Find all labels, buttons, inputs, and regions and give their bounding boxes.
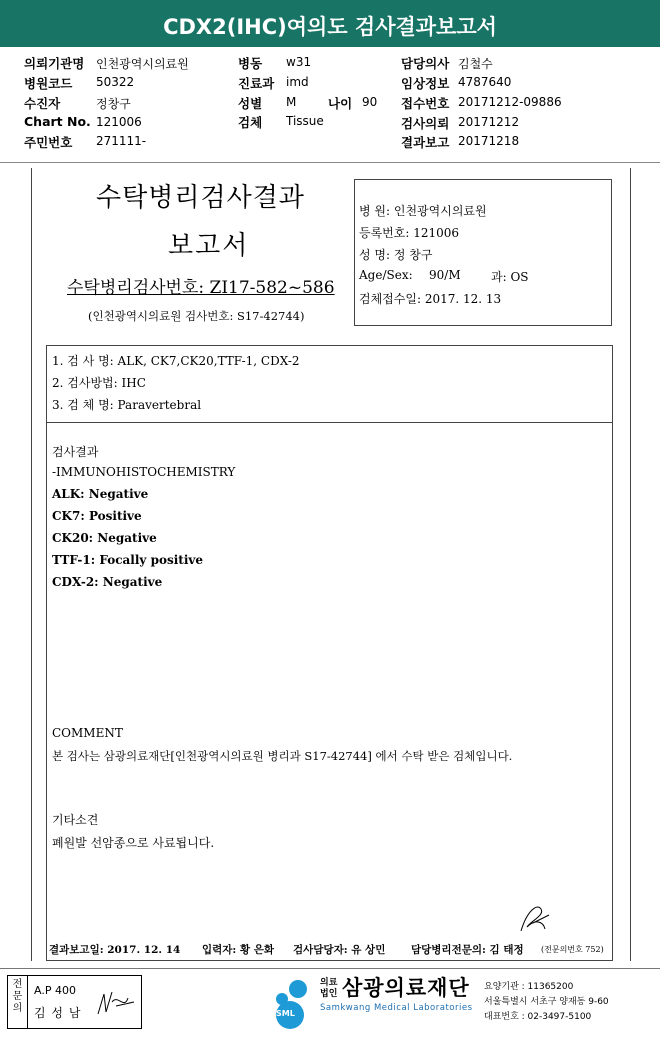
result-ck7: CK7: Positive xyxy=(52,509,142,523)
footer-entered-by: 입력자: 황 은화 xyxy=(202,944,275,956)
label-ward: 병동 xyxy=(238,56,263,71)
org-name-english: Samkwang Medical Laboratories xyxy=(320,1003,473,1013)
value-clinical-info: 4787640 xyxy=(458,75,512,89)
value-patient: 정창구 xyxy=(96,97,131,111)
label-age: 나이 xyxy=(328,96,353,111)
page-border-right xyxy=(630,168,631,961)
scanned-report xyxy=(0,163,660,963)
specialist-signature xyxy=(94,984,136,1022)
label-chart-no: Chart No. xyxy=(24,114,91,129)
footer-pathologist: 담당병리전문의: 김 태정 xyxy=(411,944,524,956)
comment-header: COMMENT xyxy=(52,726,123,740)
value-age: 90 xyxy=(362,95,378,109)
value-attending-doctor: 김철수 xyxy=(458,57,493,71)
header-info xyxy=(0,47,660,163)
value-request-date: 20171212 xyxy=(458,115,520,129)
care-institution-no: 요양기관 : 11365200 xyxy=(484,982,574,992)
value-department: imd xyxy=(286,75,309,89)
footer xyxy=(0,968,660,1040)
sml-logo-icon xyxy=(268,977,318,1029)
result-cdx2: CDX-2: Negative xyxy=(52,575,163,589)
label-patient: 수진자 xyxy=(24,96,61,111)
patient-box-age-sex-label: Age/Sex: xyxy=(359,268,413,282)
patient-box-dept: 과: OS xyxy=(491,270,529,284)
other-findings-text: 폐원발 선암종으로 사료됩니다. xyxy=(52,836,215,850)
report-heading-line2: 보고서 xyxy=(168,231,250,261)
org-name: 삼광의료재단 xyxy=(342,976,470,1000)
label-sex: 성별 xyxy=(238,96,263,111)
footer-tester: 검사담당자: 유 상민 xyxy=(293,944,386,956)
section-divider xyxy=(47,422,612,423)
value-report-date: 20171218 xyxy=(458,134,520,148)
label-clinical-info: 임상정보 xyxy=(401,76,450,91)
report-frame xyxy=(46,345,613,961)
consign-number: 수탁병리검사번호: ZI17-582~586 xyxy=(67,278,335,298)
pathologist-signature xyxy=(513,901,553,937)
label-department: 진료과 xyxy=(238,76,275,91)
page-border-left xyxy=(31,168,32,961)
results-header: 검사결과 xyxy=(52,445,99,459)
specialist-approval-box xyxy=(7,975,142,1029)
label-request-date: 검사의뢰 xyxy=(401,116,450,131)
patient-box-hospital: 병 원: 인천광역시의료원 xyxy=(359,204,487,218)
patient-info-box xyxy=(354,179,612,326)
value-specimen: Tissue xyxy=(286,114,324,128)
footer-report-date: 결과보고일: 2017. 12. 14 xyxy=(49,944,181,956)
specimen-name: 3. 검 체 명: Paravertebral xyxy=(52,398,202,412)
value-requesting-institution: 인천광역시의료원 xyxy=(96,57,189,71)
value-hospital-code: 50322 xyxy=(96,75,135,89)
report-heading-line1: 수탁병리검사결과 xyxy=(96,183,305,213)
patient-box-reg-no: 등록번호: 121006 xyxy=(359,226,460,240)
org-prefix-1: 의료 xyxy=(320,978,338,988)
label-report-date: 결과보고 xyxy=(401,135,450,150)
patient-box-age-sex-value: 90/M xyxy=(429,268,461,282)
value-ward: w31 xyxy=(286,55,312,69)
sml-logo-text: SML xyxy=(276,1009,295,1018)
ap-number: A.P 400 xyxy=(34,984,76,997)
label-hospital-code: 병원코드 xyxy=(24,76,73,91)
footer-license: (전문의번호 752) xyxy=(541,945,604,954)
other-findings-header: 기타소견 xyxy=(52,813,99,827)
value-chart-no: 121006 xyxy=(96,115,142,129)
results-method: -IMMUNOHISTOCHEMISTRY xyxy=(52,465,236,479)
patient-box-name: 성 명: 정 창구 xyxy=(359,248,433,262)
label-resident-no: 주민번호 xyxy=(24,135,73,150)
label-accession-no: 접수번호 xyxy=(401,96,450,111)
org-phone: 대표번호 : 02-3497-5100 xyxy=(484,1012,592,1022)
value-accession-no: 20171212-09886 xyxy=(458,95,562,109)
label-attending-doctor: 담당의사 xyxy=(401,56,450,71)
test-method: 2. 검사방법: IHC xyxy=(52,376,146,390)
value-sex: M xyxy=(286,95,297,109)
result-ttf1: TTF-1: Focally positive xyxy=(52,553,203,567)
specialist-name: 김 성 남 xyxy=(34,1006,82,1020)
org-prefix-2: 법인 xyxy=(320,989,338,999)
org-address: 서울특별시 서초구 양재동 9-60 xyxy=(484,997,609,1007)
hospital-exam-number: (인천광역시의료원 검사번호: S17-42744) xyxy=(88,309,305,323)
result-ck20: CK20: Negative xyxy=(52,531,157,545)
value-resident-no: 271111- xyxy=(96,134,147,148)
report-title: CDX2(IHC)여의도 검사결과보고서 xyxy=(0,0,660,47)
specialist-label: 전문의 xyxy=(8,976,28,1028)
result-alk: ALK: Negative xyxy=(52,487,149,501)
patient-box-received: 검체접수일: 2017. 12. 13 xyxy=(359,292,502,306)
test-name: 1. 검 사 명: ALK, CK7,CK20,TTF-1, CDX-2 xyxy=(52,354,300,368)
label-requesting-institution: 의뢰기관명 xyxy=(24,56,85,71)
comment-text: 본 검사는 삼광의료재단[인천광역시의료원 병리과 S17-42744] 에서 수탁 받은 검체입니다. xyxy=(52,749,513,763)
label-specimen: 검체 xyxy=(238,115,263,130)
